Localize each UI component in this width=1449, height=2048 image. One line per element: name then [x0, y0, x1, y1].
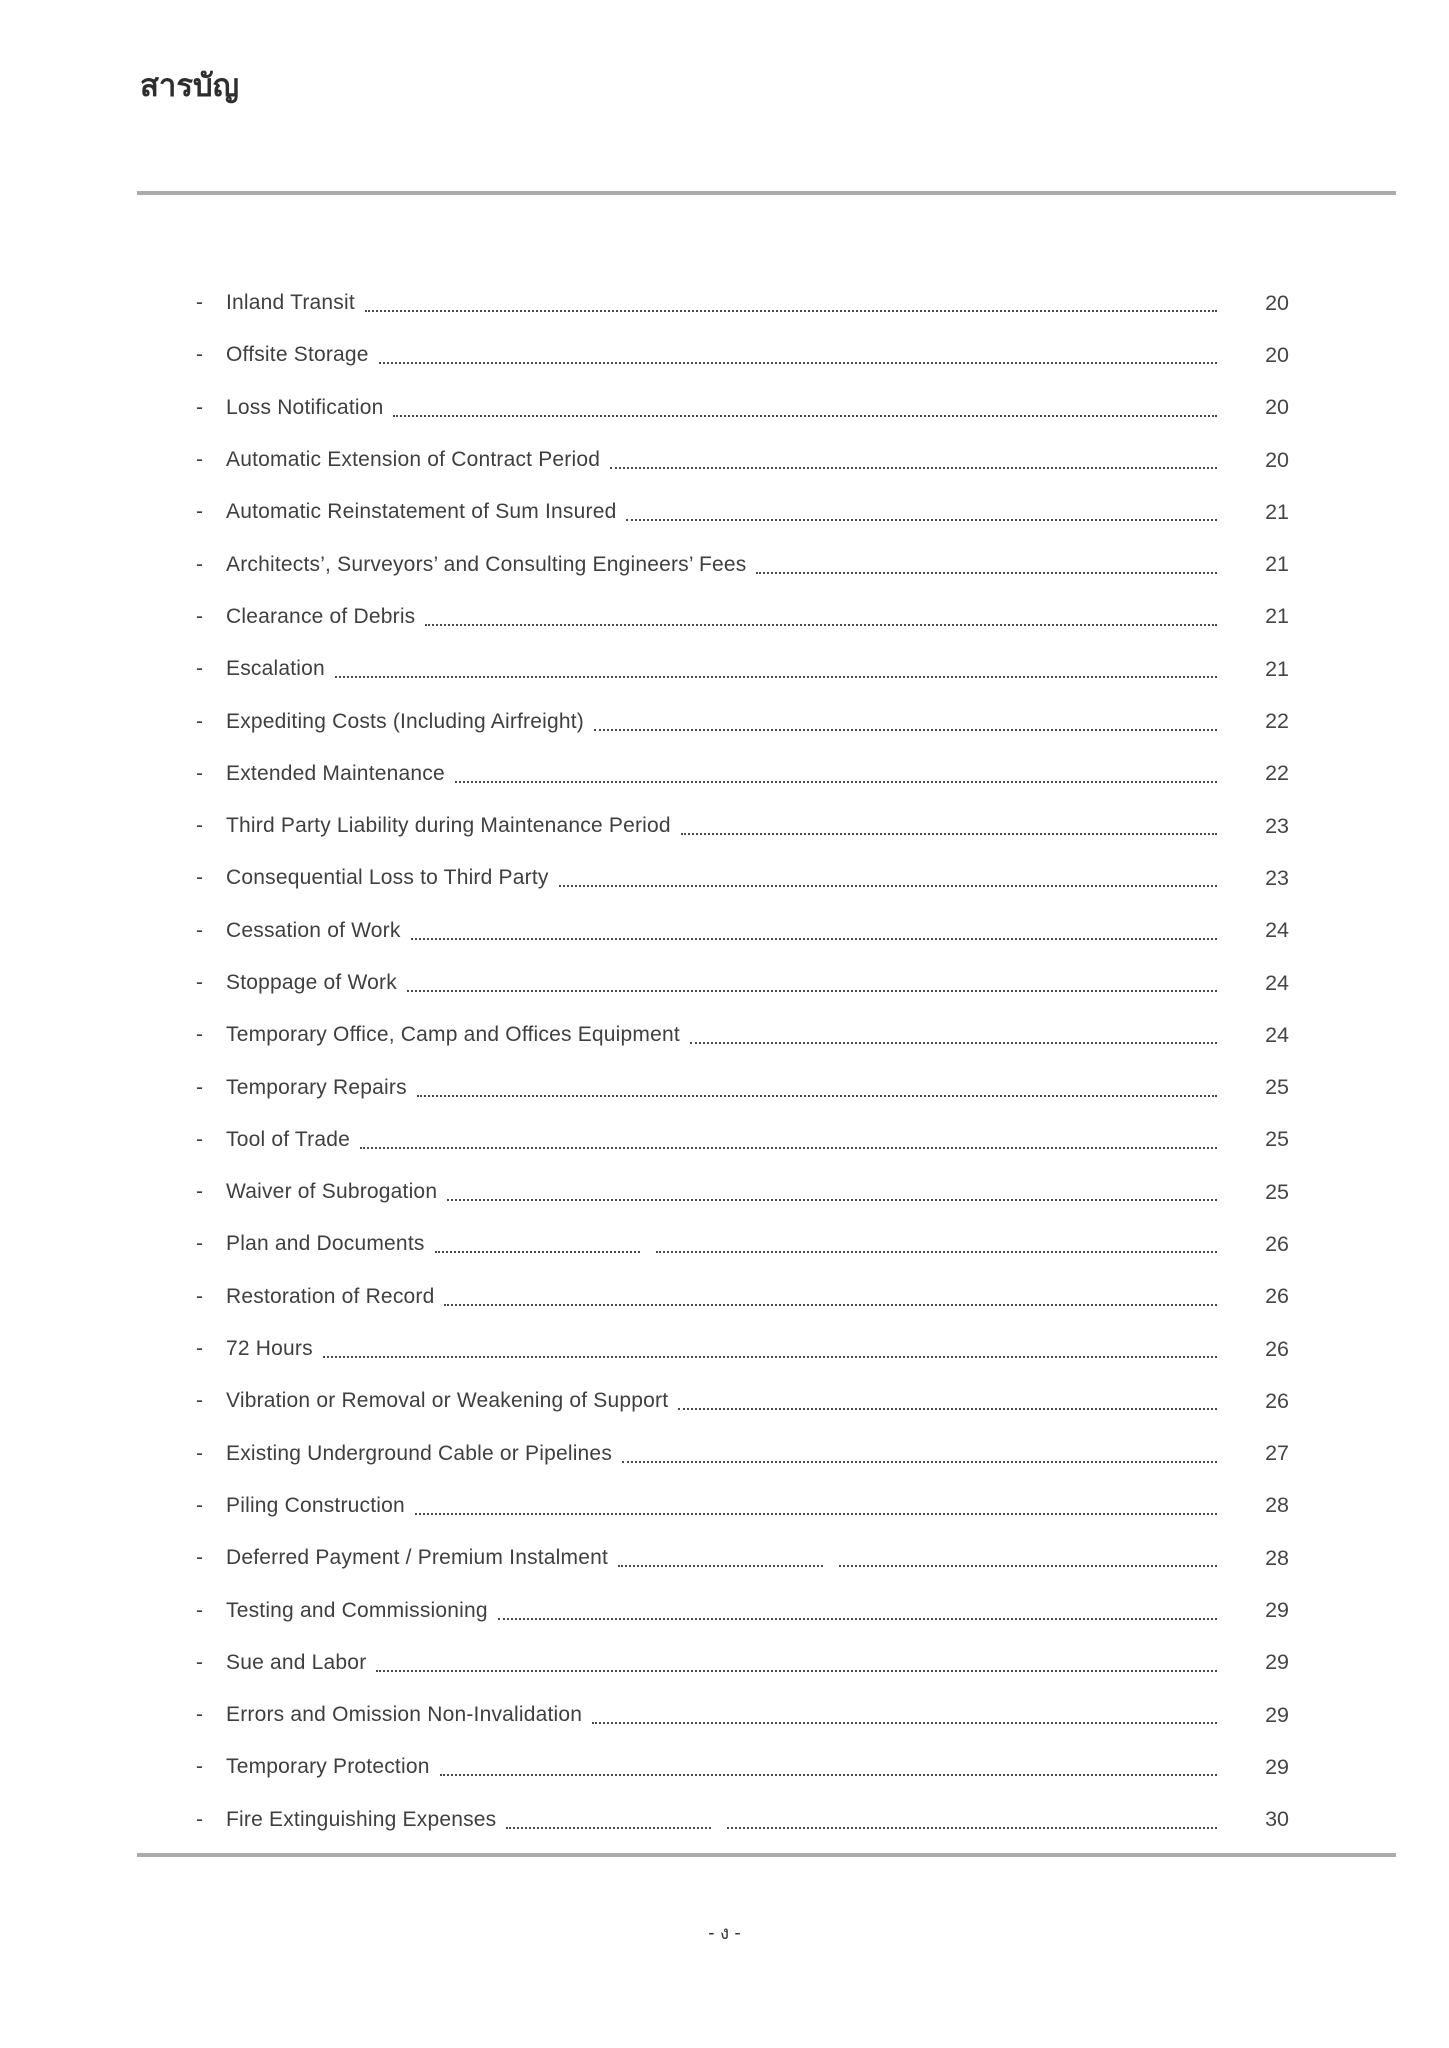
toc-entry — [196, 1741, 1289, 1793]
toc-entry-page: 25 — [1265, 1179, 1289, 1204]
toc-entry-label: Errors and Omission Non-Invalidation — [226, 1703, 583, 1727]
dash-bullet: - — [196, 814, 203, 838]
toc-entry — [196, 277, 1289, 329]
dot-leader — [727, 1811, 1217, 1829]
toc-entry-label: Automatic Extension of Contract Period — [226, 448, 601, 472]
dash-bullet: - — [196, 1284, 203, 1308]
toc-entry-label: Clearance of Debris — [226, 604, 416, 628]
dot-leader — [626, 503, 1217, 521]
dash-bullet: - — [196, 1598, 203, 1622]
toc-entry-page: 21 — [1265, 552, 1289, 577]
toc-entry — [196, 486, 1289, 538]
toc-entry — [196, 1009, 1289, 1061]
dash-bullet: - — [196, 291, 203, 315]
toc-entry-page: 25 — [1265, 1127, 1289, 1152]
dot-leader — [498, 1602, 1217, 1620]
dot-leader — [323, 1340, 1217, 1358]
toc-entry — [196, 695, 1289, 747]
toc-entry — [196, 1166, 1289, 1218]
page-title: สารบัญ — [140, 68, 240, 103]
dash-bullet: - — [196, 971, 203, 994]
toc-entry — [196, 748, 1289, 800]
page-number-footer: - ง - — [708, 1923, 741, 1944]
toc-entry — [196, 382, 1289, 434]
dash-bullet: - — [196, 1337, 203, 1361]
dot-leader — [690, 1026, 1217, 1044]
dot-leader — [335, 660, 1217, 678]
dot-leader — [839, 1549, 1217, 1567]
toc-entry-page: 29 — [1265, 1650, 1289, 1675]
toc-entry-label: Inland Transit — [226, 291, 355, 315]
toc-entry-page: 30 — [1265, 1807, 1289, 1832]
toc-entry-page: 26 — [1265, 1388, 1289, 1413]
toc-entry-page: 24 — [1265, 1022, 1289, 1047]
leader-gap — [711, 1812, 727, 1828]
dash-bullet: - — [196, 500, 203, 524]
toc-entry-page: 24 — [1265, 970, 1289, 995]
toc-entry-page: 28 — [1265, 1545, 1289, 1570]
toc-entry — [196, 1532, 1289, 1584]
dot-leader — [681, 817, 1217, 835]
dash-bullet: - — [196, 1389, 203, 1413]
toc-entry-page: 23 — [1265, 813, 1289, 838]
dot-leader — [610, 451, 1217, 469]
dot-leader — [379, 346, 1217, 364]
leader-gap — [640, 1236, 656, 1252]
toc-entry — [196, 800, 1289, 852]
toc-entry-page: 20 — [1265, 290, 1289, 315]
toc-entry-page: 26 — [1265, 1336, 1289, 1361]
dash-bullet: - — [196, 1755, 203, 1779]
dot-leader — [656, 1235, 1217, 1253]
dot-leader — [506, 1811, 711, 1829]
dot-leader — [393, 399, 1217, 417]
toc-entry — [196, 1114, 1289, 1166]
toc-entry-page: 21 — [1265, 499, 1289, 524]
dot-leader — [447, 1183, 1217, 1201]
toc-entry-page: 29 — [1265, 1598, 1289, 1623]
toc-entry-page: 20 — [1265, 342, 1289, 367]
toc-entry-label: Architects’, Surveyors’ and Consulting Engineers’ Fees — [226, 552, 747, 576]
dot-leader — [756, 556, 1217, 574]
toc-entry-label: Temporary Office, Camp and Offices Equipment — [226, 1023, 680, 1047]
toc-entry-label: Existing Underground Cable or Pipelines — [226, 1441, 613, 1465]
dash-bullet: - — [196, 1127, 203, 1151]
dot-leader — [592, 1706, 1217, 1724]
dot-leader — [594, 713, 1217, 731]
toc-entry — [196, 538, 1289, 590]
toc-entry-page: 20 — [1265, 447, 1289, 472]
dot-leader — [440, 1758, 1217, 1776]
dash-bullet: - — [196, 1075, 203, 1099]
toc-entry — [196, 1323, 1289, 1375]
toc-entry-page: 28 — [1265, 1493, 1289, 1518]
dash-bullet: - — [196, 1650, 203, 1674]
toc-entry — [196, 1428, 1289, 1480]
toc-entry — [196, 1584, 1289, 1636]
toc-entry — [196, 957, 1289, 1009]
toc-entry — [196, 329, 1289, 381]
dash-bullet: - — [196, 552, 203, 576]
toc-entry-label: Expediting Costs (Including Airfreight) — [226, 709, 584, 733]
dash-bullet: - — [196, 866, 203, 890]
dot-leader — [622, 1445, 1217, 1463]
dot-leader — [678, 1392, 1217, 1410]
toc-entry-label: Temporary Repairs — [226, 1075, 407, 1099]
dot-leader — [444, 1288, 1217, 1306]
dash-bullet: - — [196, 709, 203, 733]
toc-entry-label: Deferred Payment / Premium Instalment — [226, 1546, 609, 1570]
bottom-divider — [137, 1853, 1396, 1857]
toc-entry — [196, 1271, 1289, 1323]
toc-entry — [196, 852, 1289, 904]
dash-bullet: - — [196, 1441, 203, 1465]
toc-entry-label: 72 Hours — [226, 1337, 313, 1361]
dot-leader — [415, 1497, 1217, 1515]
toc-entry — [196, 1375, 1289, 1427]
dash-bullet: - — [196, 604, 203, 628]
toc-entry — [196, 1637, 1289, 1689]
toc-entry-label: Tool of Trade — [226, 1127, 351, 1151]
toc-entry-label: Piling Construction — [226, 1493, 405, 1517]
toc-entry — [196, 1218, 1289, 1270]
toc-entry — [196, 1061, 1289, 1113]
toc-entry — [196, 1480, 1289, 1532]
toc-entry — [196, 643, 1289, 695]
toc-entry-label: Escalation — [226, 657, 325, 681]
table-of-contents — [196, 277, 1289, 1846]
toc-entry-page: 22 — [1265, 709, 1289, 734]
toc-entry-page: 23 — [1265, 865, 1289, 890]
dot-leader — [559, 869, 1217, 887]
toc-entry-label: Offsite Storage — [226, 343, 369, 367]
dash-bullet: - — [196, 1546, 203, 1570]
toc-entry-page: 24 — [1265, 918, 1289, 943]
dot-leader — [425, 608, 1217, 626]
toc-entry-page: 29 — [1265, 1754, 1289, 1779]
dot-leader — [417, 1079, 1217, 1097]
toc-entry-label: Waiver of Subrogation — [226, 1180, 438, 1204]
dot-leader — [618, 1549, 823, 1567]
dash-bullet: - — [196, 1232, 203, 1256]
toc-entry-label: Vibration or Removal or Weakening of Support — [226, 1389, 669, 1413]
toc-entry — [196, 905, 1289, 957]
toc-entry-label: Fire Extinguishing Expenses — [226, 1807, 497, 1831]
dash-bullet: - — [196, 918, 203, 942]
dash-bullet: - — [196, 761, 203, 785]
dot-leader — [435, 1235, 640, 1253]
toc-entry-page: 25 — [1265, 1075, 1289, 1100]
dash-bullet: - — [196, 1180, 203, 1204]
toc-entry-page: 27 — [1265, 1441, 1289, 1466]
toc-entry-label: Loss Notification — [226, 395, 384, 419]
dash-bullet: - — [196, 395, 203, 419]
dot-leader — [376, 1654, 1217, 1672]
toc-entry-page: 29 — [1265, 1702, 1289, 1727]
dot-leader — [365, 294, 1217, 312]
toc-entry-label: Restoration of Record — [226, 1284, 435, 1308]
top-divider — [137, 191, 1396, 195]
toc-entry-label: Third Party Liability during Maintenance Period — [226, 814, 671, 838]
toc-entry-label: Plan and Documents — [226, 1232, 425, 1256]
toc-entry-label: Sue and Labor — [226, 1650, 367, 1674]
dash-bullet: - — [196, 448, 203, 472]
dash-bullet: - — [196, 1703, 203, 1727]
toc-entry-page: 26 — [1265, 1284, 1289, 1309]
toc-entry-page: 20 — [1265, 395, 1289, 420]
dash-bullet: - — [196, 1493, 203, 1517]
dot-leader — [360, 1131, 1217, 1149]
dash-bullet: - — [196, 657, 203, 681]
dot-leader — [411, 922, 1217, 940]
toc-entry-label: Consequential Loss to Third Party — [226, 866, 549, 890]
leader-gap — [823, 1550, 839, 1566]
toc-entry — [196, 591, 1289, 643]
toc-entry — [196, 434, 1289, 486]
toc-entry-page: 21 — [1265, 604, 1289, 629]
toc-entry — [196, 1794, 1289, 1846]
dash-bullet: - — [196, 1023, 203, 1047]
toc-entry-page: 21 — [1265, 656, 1289, 681]
toc-entry-label: Stoppage of Work — [226, 971, 397, 994]
toc-entry-page: 26 — [1265, 1231, 1289, 1256]
toc-entry-label: Extended Maintenance — [226, 761, 445, 785]
toc-entry-page: 22 — [1265, 761, 1289, 786]
dash-bullet: - — [196, 1807, 203, 1831]
dot-leader — [455, 765, 1217, 783]
toc-entry-label: Temporary Protection — [226, 1755, 430, 1779]
toc-entry — [196, 1689, 1289, 1741]
dot-leader — [407, 974, 1217, 992]
dash-bullet: - — [196, 343, 203, 367]
toc-entry-label: Cessation of Work — [226, 918, 401, 942]
toc-entry-label: Automatic Reinstatement of Sum Insured — [226, 500, 617, 524]
toc-entry-label: Testing and Commissioning — [226, 1598, 488, 1622]
